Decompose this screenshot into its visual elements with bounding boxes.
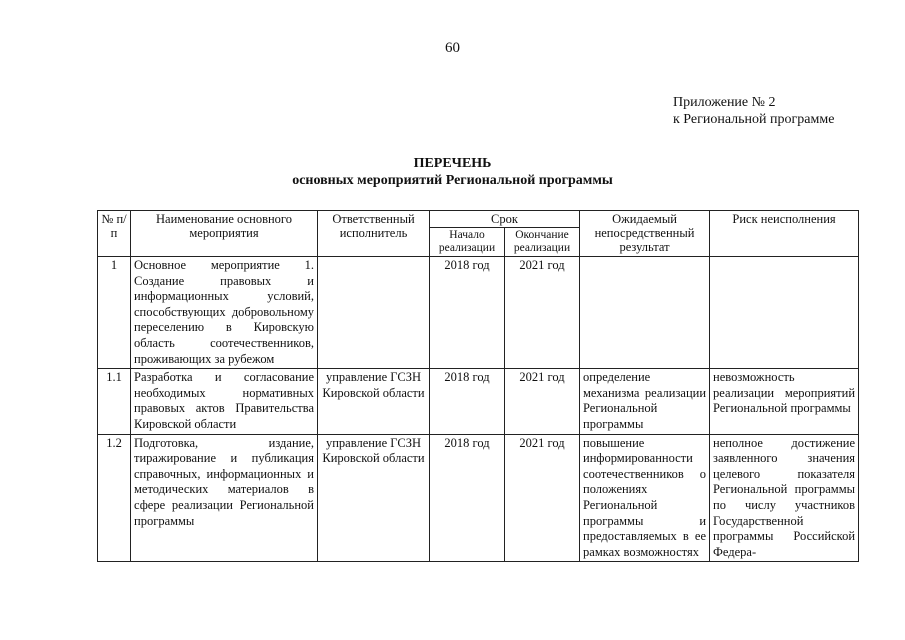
appendix-line-1: Приложение № 2 [673,95,776,110]
row-executor [318,257,430,369]
page-number: 60 [445,40,460,56]
row-num: 1.2 [98,434,131,562]
title-line-1: ПЕРЕЧЕНЬ [413,156,492,171]
row-name: Разработка и согласование необходимых нормативных правовых актов Правительства Кировской области [131,369,318,434]
row-risk: невозможность реализации мероприятий Региональной программы [710,369,859,434]
activities-table [97,210,859,562]
row-end: 2021 год [505,369,580,434]
row-end: 2021 год [505,257,580,369]
row-executor: управление ГСЗН Кировской области [318,434,430,562]
row-name: Подготовка, издание, тиражирование и публикация справочных, информационных и методических материалов в сфере реализации Региональной программы [131,434,318,562]
row-end: 2021 год [505,434,580,562]
header-result: Ожидаемый непосредственный результат [580,211,710,257]
header-risk: Риск неисполнения [710,211,859,257]
row-risk [710,257,859,369]
header-executor: Ответственный исполнитель [318,211,430,257]
row-num: 1 [98,257,131,369]
appendix-label [673,94,834,128]
header-start: Начало реализации [430,228,505,257]
row-risk: неполное достижение заявленного значения целевого показателя Региональной программы по числу участников Государственной программы Российской Федера- [710,434,859,562]
row-start: 2018 год [430,369,505,434]
row-name: Основное мероприятие 1. Создание правовых и информационных условий, способствующих добровольному переселению в Кировскую область соотечественников, проживающих за рубежом [131,257,318,369]
table-row [98,434,859,562]
row-start: 2018 год [430,257,505,369]
appendix-line-2: к Региональной программе [673,112,835,127]
document-title [0,155,905,189]
row-result: повышение информированности соотечественников о положениях Региональной программы и предоставляемых в ее рамках возможностях [580,434,710,562]
header-term: Срок [430,211,580,228]
header-num: № п/п [98,211,131,257]
row-result [580,257,710,369]
title-line-2: основных мероприятий Региональной программы [292,173,613,188]
table-row [98,257,859,369]
row-start: 2018 год [430,434,505,562]
table-row [98,369,859,434]
header-name: Наименование основного мероприятия [131,211,318,257]
row-num: 1.1 [98,369,131,434]
header-end: Окончание реализации [505,228,580,257]
row-result: определение механизма реализации Региональной программы [580,369,710,434]
row-executor: управление ГСЗН Кировской области [318,369,430,434]
